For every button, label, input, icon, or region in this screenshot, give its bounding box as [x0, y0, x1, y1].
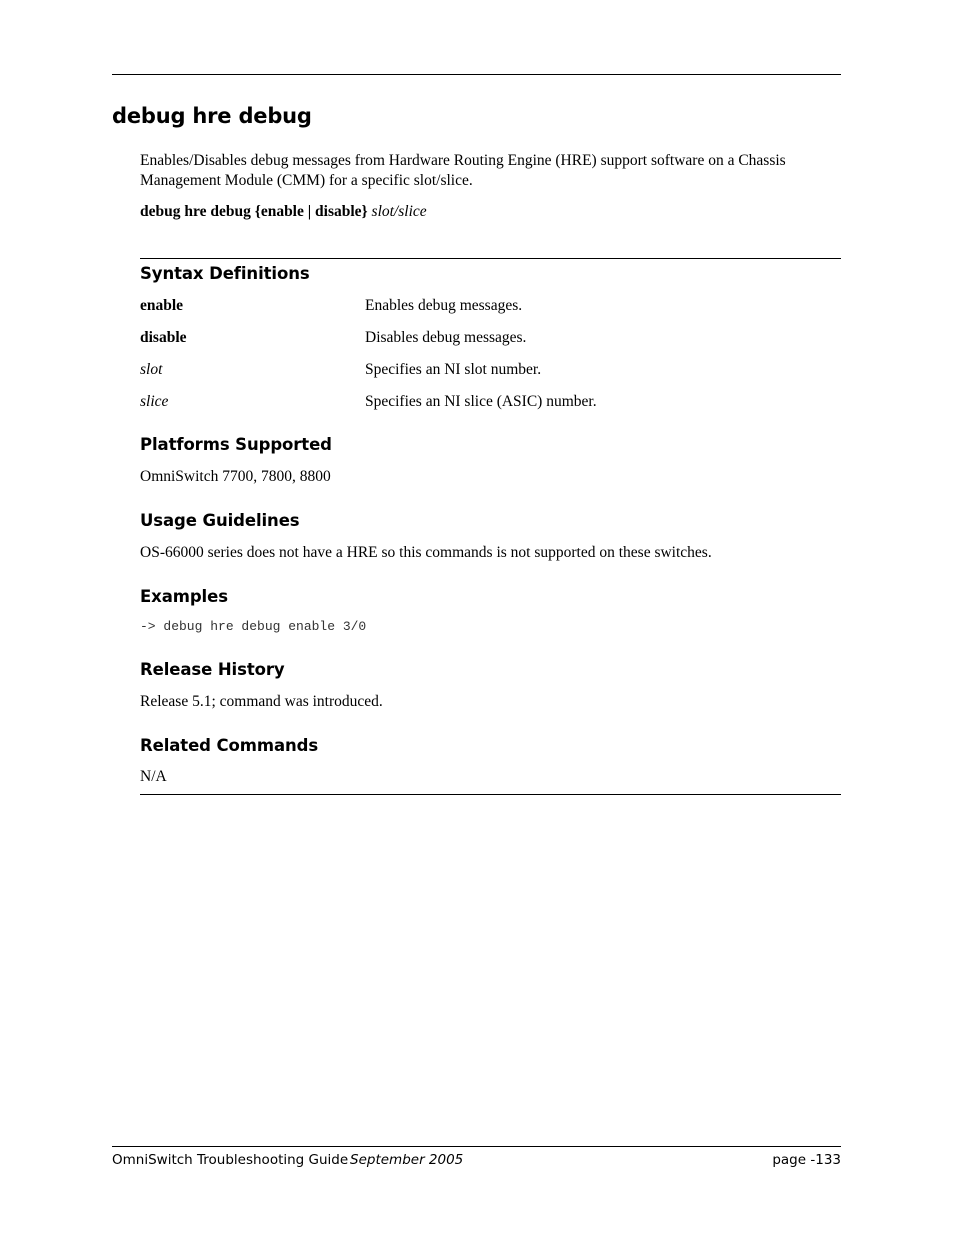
usage-text: OS-66000 series does not have a HRE so this commands is not supported on these switches.: [140, 544, 712, 561]
footer-rule: [112, 1146, 841, 1147]
related-commands-text: N/A: [140, 768, 167, 785]
definition-term: slot: [140, 361, 163, 378]
command-syntax: [140, 202, 427, 222]
definition-row: [140, 392, 840, 412]
definition-term: slice: [140, 393, 169, 410]
definition-description: Disables debug messages.: [365, 329, 527, 346]
release-history-text: Release 5.1; command was introduced.: [140, 693, 383, 710]
page-footer: [112, 1151, 841, 1169]
definition-row: [140, 296, 840, 316]
examples-heading: Examples: [140, 587, 228, 606]
definition-description: Enables debug messages.: [365, 297, 523, 314]
header-rule: [112, 74, 841, 75]
syntax-keywords: debug hre debug {enable | disable}: [140, 203, 368, 220]
definition-description: Specifies an NI slot number.: [365, 361, 542, 378]
usage-heading: Usage Guidelines: [140, 511, 300, 530]
definition-description: Specifies an NI slice (ASIC) number.: [365, 393, 597, 410]
release-history-heading: Release History: [140, 660, 285, 679]
command-description: Enables/Disables debug messages from Hardware Routing Engine (HRE) support software on a Chassis Management Module (CMM) for a specific slot/slice.: [140, 152, 786, 189]
section-rule: [140, 258, 841, 259]
platforms-heading: Platforms Supported: [140, 435, 332, 454]
related-commands-heading: Related Commands: [140, 736, 319, 755]
footer-guide-title: OmniSwitch Troubleshooting Guide: [112, 1152, 349, 1168]
definition-row: [140, 360, 840, 380]
section-end-rule: [140, 794, 841, 795]
syntax-parameters: slot/slice: [371, 203, 427, 220]
footer-date: September 2005: [350, 1152, 464, 1168]
definition-row: [140, 328, 840, 348]
definition-term: disable: [140, 329, 187, 346]
definition-term: enable: [140, 297, 184, 314]
syntax-definitions-heading: Syntax Definitions: [140, 264, 310, 283]
command-title: debug hre debug: [112, 104, 312, 128]
footer-page-number: page -133: [772, 1152, 841, 1168]
example-code: -> debug hre debug enable 3/0: [140, 619, 367, 634]
platforms-text: OmniSwitch 7700, 7800, 8800: [140, 468, 331, 485]
